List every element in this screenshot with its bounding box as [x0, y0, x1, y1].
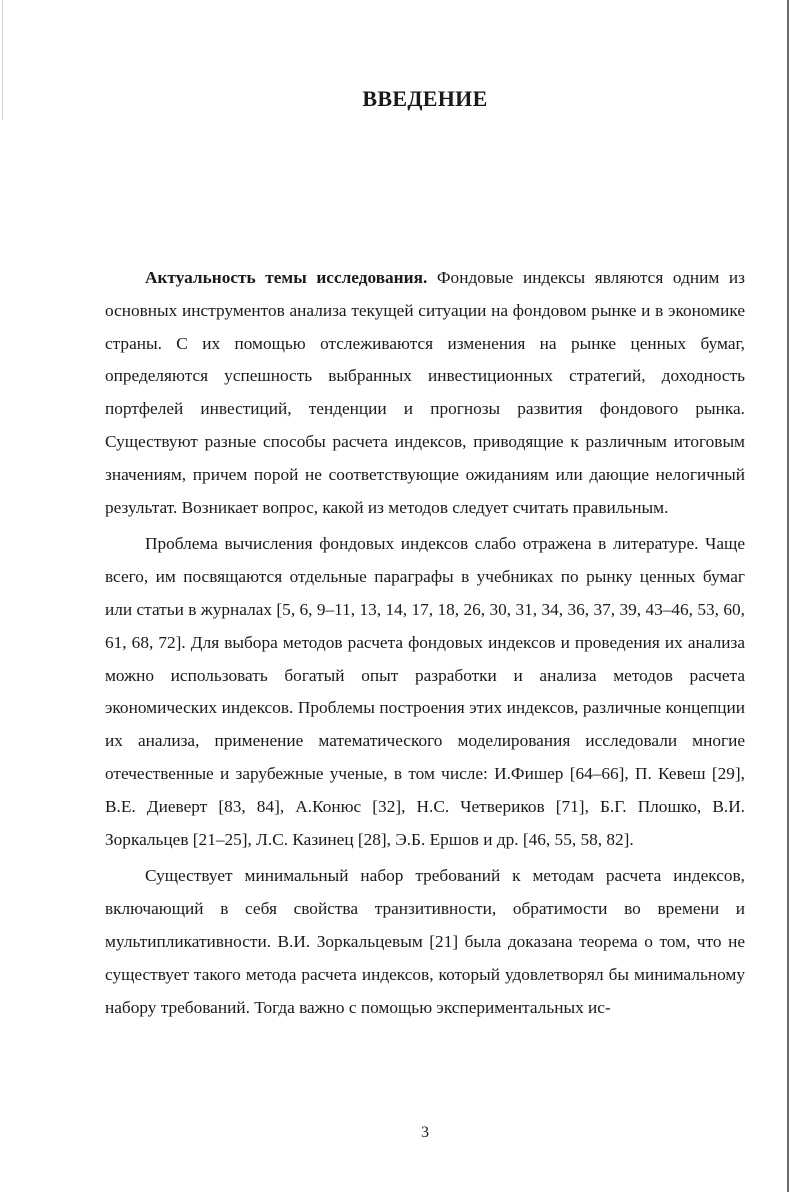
paragraph-lead-relevance: Актуальность темы исследования.	[145, 268, 428, 287]
paragraph-text-relevance: Фондовые индексы являются одним из основных инструментов анализа текущей ситуации на фондовом рынке и в экономике страны. С их помощью отслеживаются изменения на рынке ценных бумаг, определяются успешность выбранных инвестиционных стратегий, доходность портфелей инвестиций, тенденции и прогнозы развития фондового рынка. Существуют разные способы расчета индексов, приводящие к различным итоговым значениям, причем порой не соответствующие ожиданиям или дающие нелогичный результат. Возникает вопрос, какой из методов следует считать правильным.	[105, 268, 745, 517]
page-title: ВВЕДЕНИЕ	[362, 86, 488, 111]
paragraph-requirements: Существует минимальный набор требований к методам расчета индексов, включающий в себя свойства транзитивности, обратимости во времени и мультипликативности. В.И. Зоркальцевым [21] была доказана теорема о том, что не существует такого метода расчета индексов, который удовлетворял бы минимальному набору требований. Тогда важно с помощью экспериментальных ис-	[105, 866, 745, 1017]
scan-edge-right	[787, 0, 789, 1192]
paragraph-relevance	[105, 262, 745, 524]
page-number: 3	[421, 1124, 429, 1141]
paragraph-literature: Проблема вычисления фондовых индексов слабо отражена в литературе. Чаще всего, им посвящаются отдельные параграфы в учебниках по рынку ценных бумаг или статьи в журналах [5, 6, 9–11, 13, 14, 17, 18, 26, 30, 31, 34, 36, 37, 39, 43–46, 53, 60, 61, 68, 72]. Для выбора методов расчета фондовых индексов и проведения их анализа можно использовать богатый опыт разработки и анализа методов расчета экономических индексов. Проблемы построения этих индексов, различные концепции их анализа, применение математического моделирования исследовали многие отечественные и зарубежные ученые, в том числе: И.Фишер [64–66], П. Кевеш [29], В.Е. Диеверт [83, 84], А.Конюс [32], Н.С. Четвериков [71], Б.Г. Плошко, В.И. Зоркальцев [21–25], Л.С. Казинец [28], Э.Б. Ершов и др. [46, 55, 58, 82].	[105, 534, 745, 849]
document-body	[105, 262, 745, 1024]
